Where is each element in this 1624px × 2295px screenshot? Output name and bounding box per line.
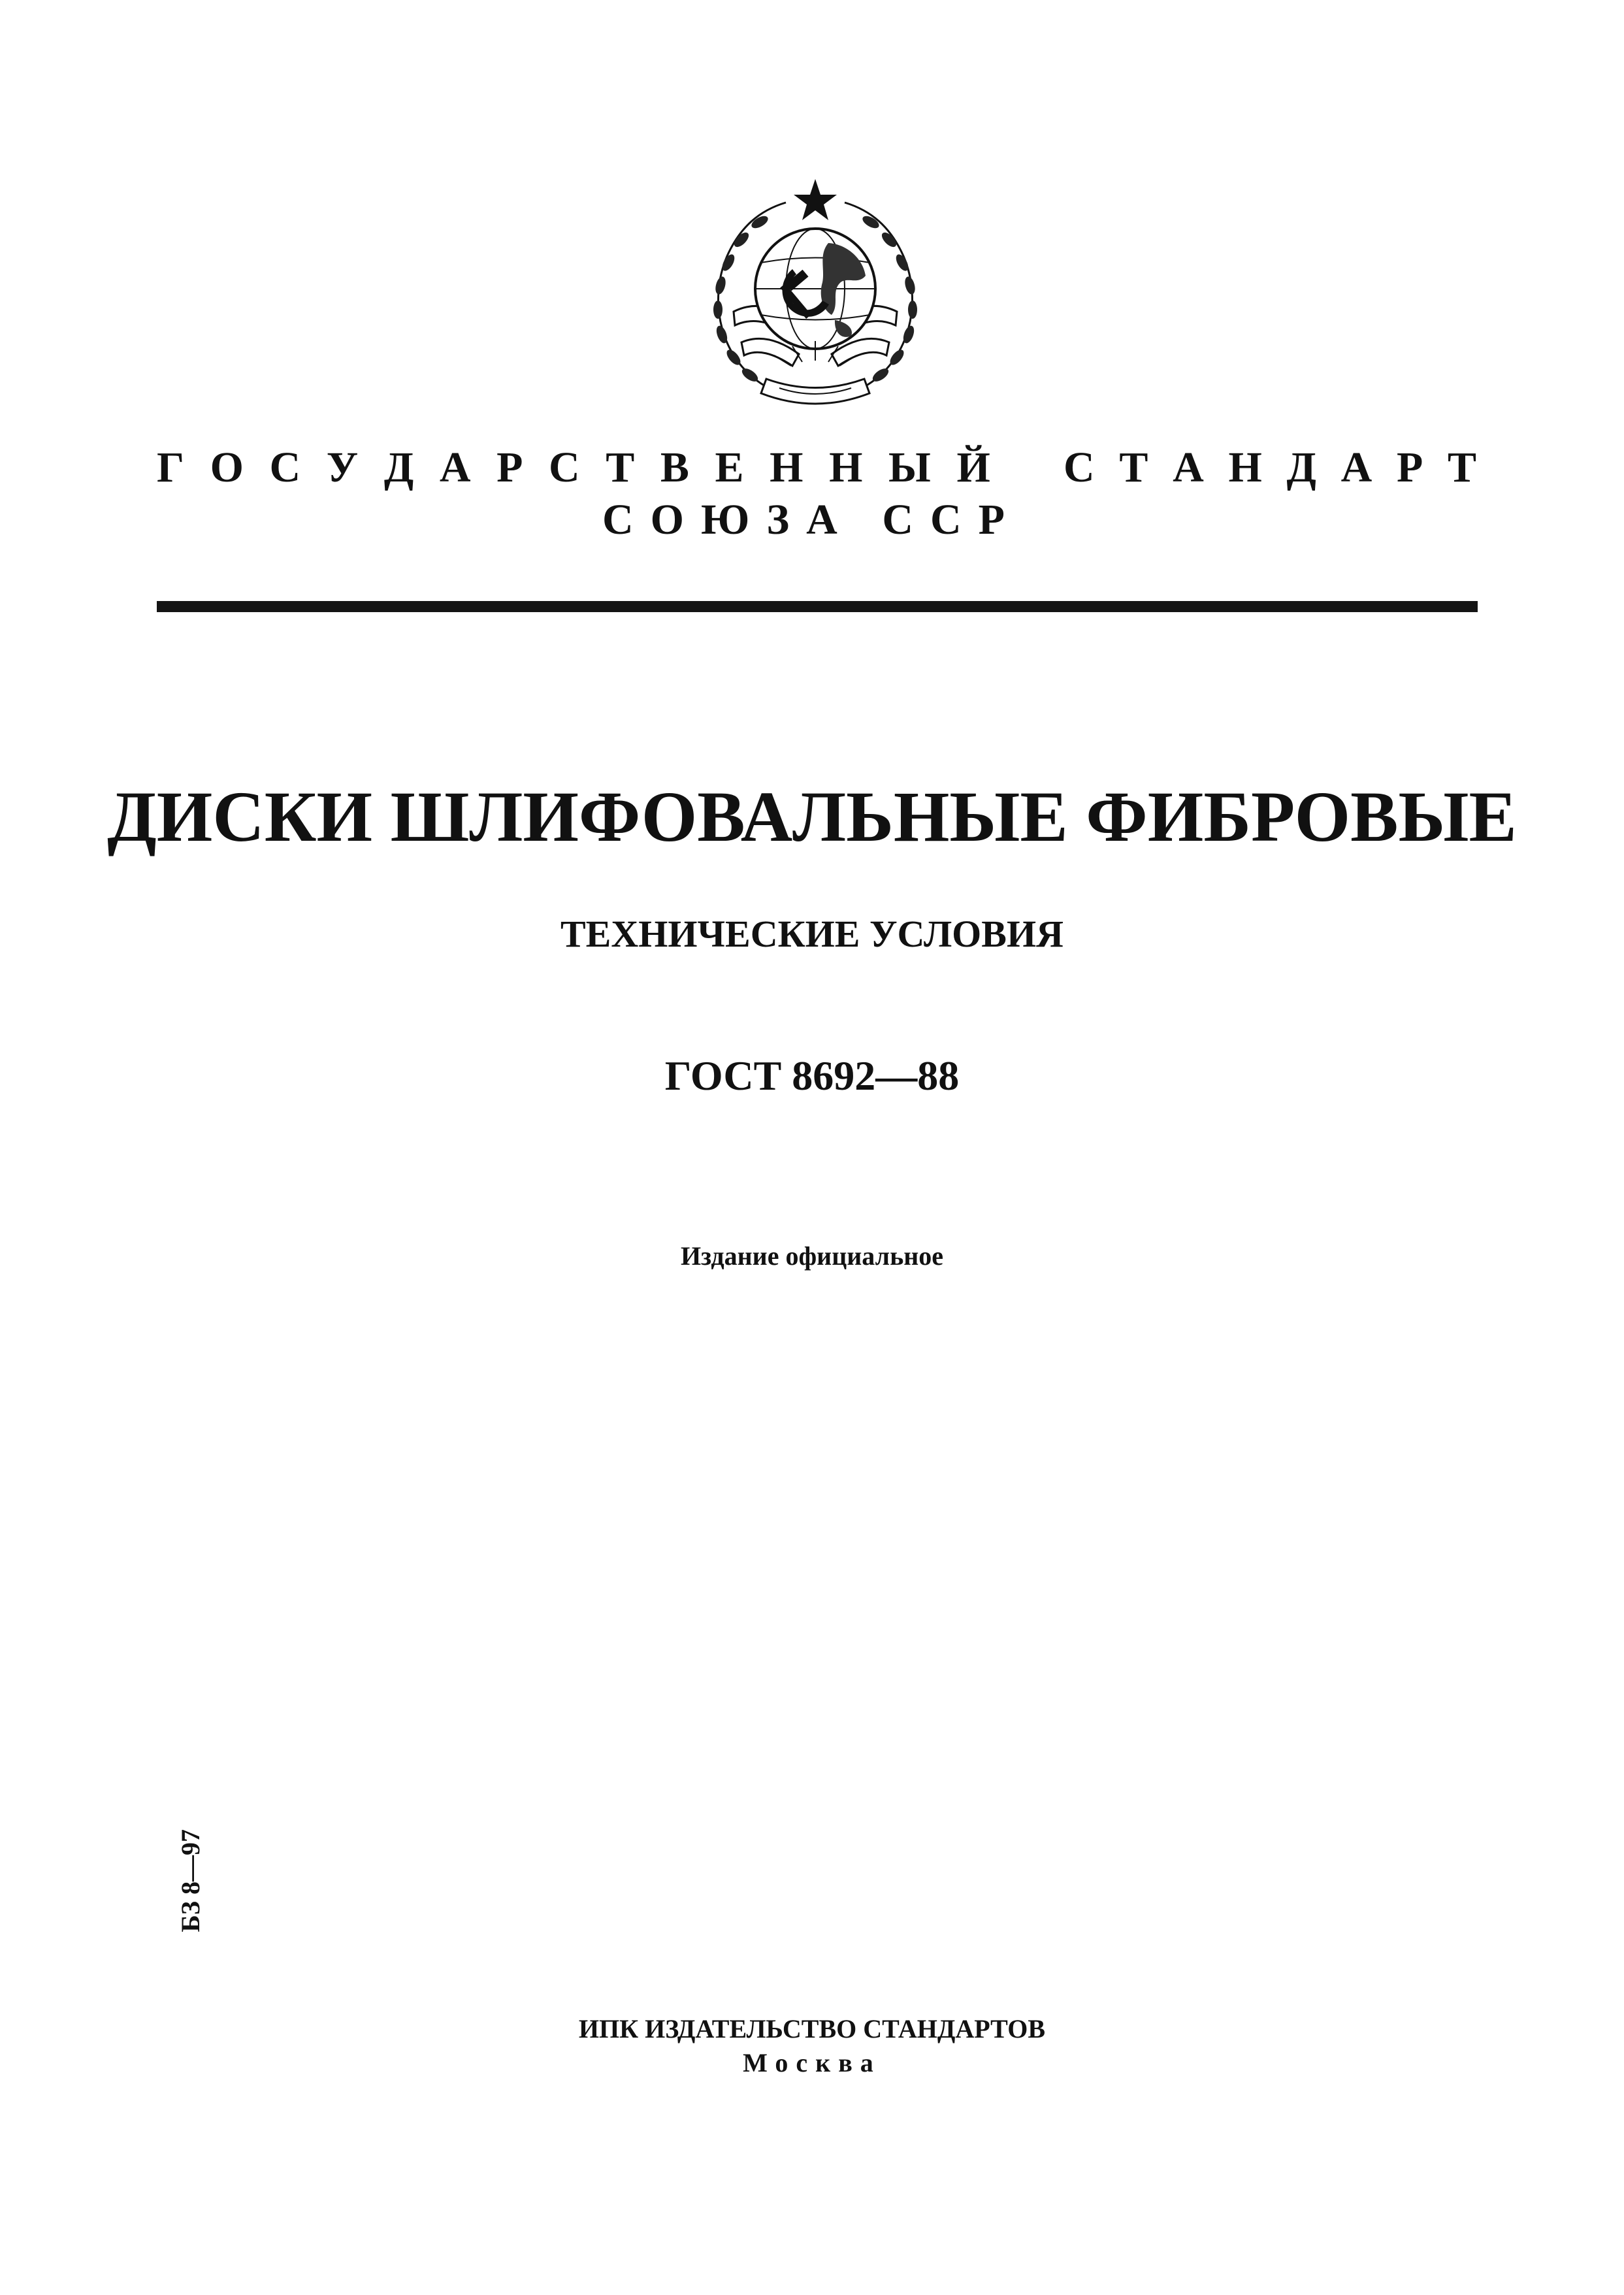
edition-note: Издание официальное <box>680 1241 944 1271</box>
header-letter: А <box>1173 444 1204 491</box>
header-letter: Р <box>1396 444 1423 491</box>
header-letter: Е <box>715 444 744 491</box>
header-letter: Й <box>956 444 990 491</box>
header-letter: Д <box>1286 444 1316 491</box>
header-letter: В <box>660 444 689 491</box>
header-ussr: СОЮЗА ССР <box>602 496 1022 544</box>
header-letter: Т <box>1119 444 1148 491</box>
header-letter: Р <box>496 444 523 491</box>
header-letter: С <box>1064 444 1095 491</box>
header-state-standard <box>157 442 1476 494</box>
header-divider <box>157 601 1478 612</box>
standard-number: ГОСТ 8692—88 <box>664 1052 960 1099</box>
header-letter: Н <box>770 444 804 491</box>
document-subtitle: ТЕХНИЧЕСКИЕ УСЛОВИЯ <box>560 913 1064 955</box>
header-letter: С <box>269 444 301 491</box>
header-word-state <box>157 442 990 494</box>
header-letter: Т <box>606 444 635 491</box>
side-code-text: БЗ 8—97 <box>176 1829 205 1932</box>
header-word-standard <box>1064 442 1476 494</box>
header-letter: А <box>439 444 471 491</box>
publisher-name: ИПК ИЗДАТЕЛЬСТВО СТАНДАРТОВ <box>578 2014 1046 2043</box>
header-letter: У <box>326 444 359 491</box>
header-letter: О <box>210 444 244 491</box>
header-letter: Н <box>829 444 863 491</box>
header-letter: С <box>549 444 580 491</box>
header-letter: Н <box>1228 444 1262 491</box>
header-letter: Ы <box>888 444 931 491</box>
ussr-state-emblem-icon <box>694 171 936 426</box>
document-title: ДИСКИ ШЛИФОВАЛЬНЫЕ ФИБРОВЫЕ <box>107 777 1517 856</box>
header-letter: Д <box>383 444 414 491</box>
publisher-city: Москва <box>743 2048 881 2077</box>
header-letter: Т <box>1447 444 1476 491</box>
header-letter: А <box>1340 444 1372 491</box>
header-letter: Г <box>157 444 184 491</box>
